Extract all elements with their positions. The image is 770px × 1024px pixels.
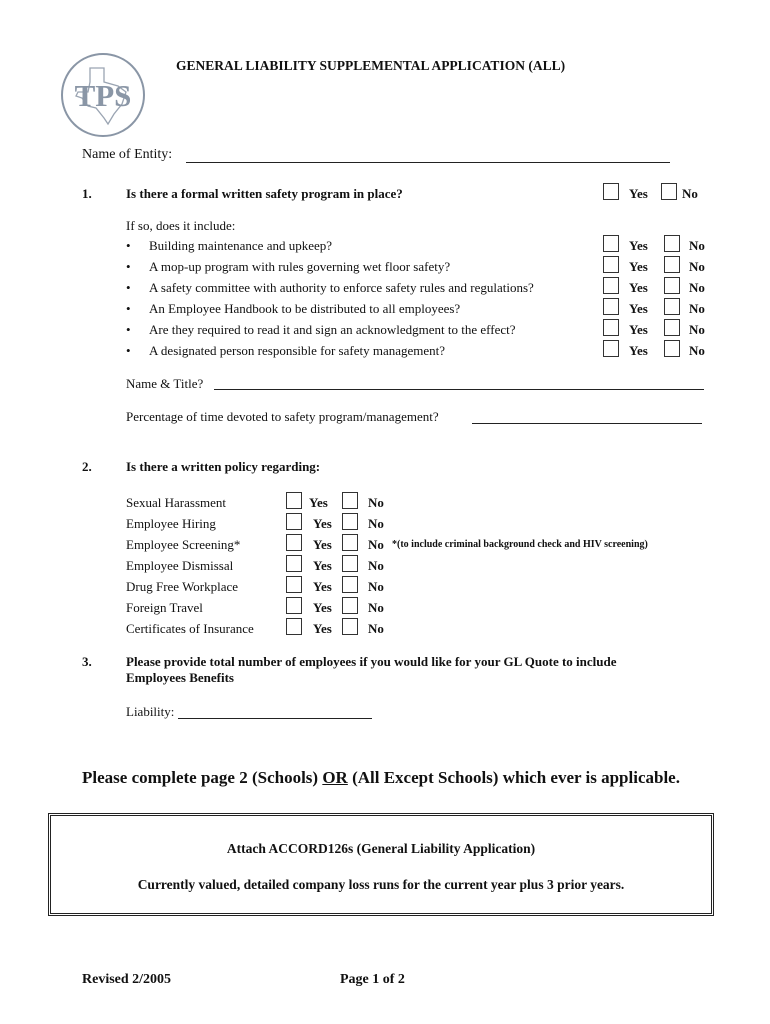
no-label: No xyxy=(689,301,705,316)
policy-label: Drug Free Workplace xyxy=(126,579,239,594)
attach-line1: Attach ACCORD126s (General Liability Application) xyxy=(226,841,536,856)
liability-label: Liability: xyxy=(126,704,175,719)
policy-no-checkbox[interactable] xyxy=(342,618,358,635)
no-label: No xyxy=(368,621,384,636)
no-label: No xyxy=(689,343,705,358)
entity-label: Name of Entity: xyxy=(82,147,173,162)
percentage-label: Percentage of time devoted to safety program/management? xyxy=(126,409,439,424)
no-label: No xyxy=(368,516,384,531)
yes-label: Yes xyxy=(629,259,648,274)
q1-subitem-yes-checkbox[interactable] xyxy=(603,277,619,294)
instruction-or: OR xyxy=(322,768,348,787)
q1-subitem-label: A safety committee with authority to enforce safety rules and regulations? xyxy=(149,280,534,295)
no-label: No xyxy=(368,579,384,594)
yes-label: Yes xyxy=(629,238,648,253)
q1-subitem-label: A mop-up program with rules governing wet floor safety? xyxy=(149,259,451,274)
policy-label: Certificates of Insurance xyxy=(126,621,254,636)
bullet: • xyxy=(126,280,131,295)
bullet: • xyxy=(126,238,131,253)
q1-subitem-no-checkbox[interactable] xyxy=(664,235,680,252)
no-label: No xyxy=(689,322,705,337)
q2-question: Is there a written policy regarding: xyxy=(126,459,321,474)
bullet: • xyxy=(126,259,131,274)
q1-subitem-no-checkbox[interactable] xyxy=(664,319,680,336)
no-label: No xyxy=(368,558,384,573)
policy-no-checkbox[interactable] xyxy=(342,576,358,593)
q3-number: 3. xyxy=(82,654,92,669)
yes-label: Yes xyxy=(313,621,332,636)
page-instruction xyxy=(82,768,680,788)
yes-label: Yes xyxy=(313,537,332,552)
percentage-field[interactable] xyxy=(472,423,702,424)
q1-subitem-label: A designated person responsible for safety management? xyxy=(149,343,446,358)
bullet: • xyxy=(126,322,131,337)
q1-question: Is there a formal written safety program in place? xyxy=(126,186,403,201)
revised-date: Revised 2/2005 xyxy=(82,972,172,987)
policy-label: Employee Hiring xyxy=(126,516,216,531)
page-number: Page 1 of 2 xyxy=(340,972,405,987)
screening-note: *(to include criminal background check and HIV screening) xyxy=(392,539,648,550)
no-label: No xyxy=(689,280,705,295)
page-title: GENERAL LIABILITY SUPPLEMENTAL APPLICATION (ALL) xyxy=(176,58,566,73)
yes-label: Yes xyxy=(313,600,332,615)
policy-yes-checkbox[interactable] xyxy=(286,492,302,509)
name-title-field[interactable] xyxy=(214,389,704,390)
yes-label: Yes xyxy=(629,301,648,316)
q1-subitem-yes-checkbox[interactable] xyxy=(603,235,619,252)
yes-label: Yes xyxy=(629,322,648,337)
yes-label: Yes xyxy=(313,579,332,594)
q1-yes-checkbox[interactable] xyxy=(603,183,619,200)
q3-question-line2: Employees Benefits xyxy=(126,670,234,685)
q1-subitem-label: Are they required to read it and sign an acknowledgment to the effect? xyxy=(149,322,516,337)
policy-yes-checkbox[interactable] xyxy=(286,597,302,614)
no-label: No xyxy=(368,537,384,552)
policy-label: Sexual Harassment xyxy=(126,495,227,510)
no-label: No xyxy=(368,600,384,615)
policy-yes-checkbox[interactable] xyxy=(286,576,302,593)
no-label: No xyxy=(689,238,705,253)
entity-name-field[interactable] xyxy=(186,162,670,163)
q1-subitem-no-checkbox[interactable] xyxy=(664,256,680,273)
liability-field[interactable] xyxy=(178,718,372,719)
policy-yes-checkbox[interactable] xyxy=(286,618,302,635)
q2-number: 2. xyxy=(82,459,92,474)
policy-no-checkbox[interactable] xyxy=(342,597,358,614)
q1-no-label: No xyxy=(682,186,698,201)
q1-subitem-yes-checkbox[interactable] xyxy=(603,256,619,273)
tps-logo xyxy=(60,52,146,138)
attach-line2: Currently valued, detailed company loss runs for the current year plus 3 prior years. xyxy=(137,877,625,892)
q1-subitem-label: Building maintenance and upkeep? xyxy=(149,238,333,253)
policy-no-checkbox[interactable] xyxy=(342,513,358,530)
no-label: No xyxy=(368,495,384,510)
policy-yes-checkbox[interactable] xyxy=(286,555,302,572)
q1-yes-label: Yes xyxy=(629,186,648,201)
attachments-box xyxy=(48,813,714,916)
yes-label: Yes xyxy=(309,495,328,510)
q1-subitem-yes-checkbox[interactable] xyxy=(603,319,619,336)
policy-label: Employee Dismissal xyxy=(126,558,234,573)
policy-yes-checkbox[interactable] xyxy=(286,513,302,530)
q1-subitem-no-checkbox[interactable] xyxy=(664,340,680,357)
yes-label: Yes xyxy=(313,516,332,531)
yes-label: Yes xyxy=(629,280,648,295)
q1-subitem-no-checkbox[interactable] xyxy=(664,298,680,315)
logo-text: TPS xyxy=(74,78,132,113)
policy-no-checkbox[interactable] xyxy=(342,492,358,509)
q1-number: 1. xyxy=(82,186,92,201)
instruction-part2: (All Except Schools) which ever is applicable. xyxy=(347,768,680,787)
policy-yes-checkbox[interactable] xyxy=(286,534,302,551)
yes-label: Yes xyxy=(313,558,332,573)
q1-subitem-yes-checkbox[interactable] xyxy=(603,340,619,357)
q1-intro: If so, does it include: xyxy=(126,218,236,233)
no-label: No xyxy=(689,259,705,274)
q1-subitem-no-checkbox[interactable] xyxy=(664,277,680,294)
q1-subitem-yes-checkbox[interactable] xyxy=(603,298,619,315)
bullet: • xyxy=(126,343,131,358)
q3-question-line1: Please provide total number of employees if you would like for your GL Quote to include xyxy=(126,654,617,669)
bullet: • xyxy=(126,301,131,316)
policy-label: Employee Screening* xyxy=(126,537,241,552)
policy-label: Foreign Travel xyxy=(126,600,203,615)
yes-label: Yes xyxy=(629,343,648,358)
q1-subitem-label: An Employee Handbook to be distributed to all employees? xyxy=(149,301,461,316)
policy-no-checkbox[interactable] xyxy=(342,534,358,551)
policy-no-checkbox[interactable] xyxy=(342,555,358,572)
instruction-part1: Please complete page 2 (Schools) xyxy=(82,768,323,787)
q1-no-checkbox[interactable] xyxy=(661,183,677,200)
name-title-label: Name & Title? xyxy=(126,376,204,391)
